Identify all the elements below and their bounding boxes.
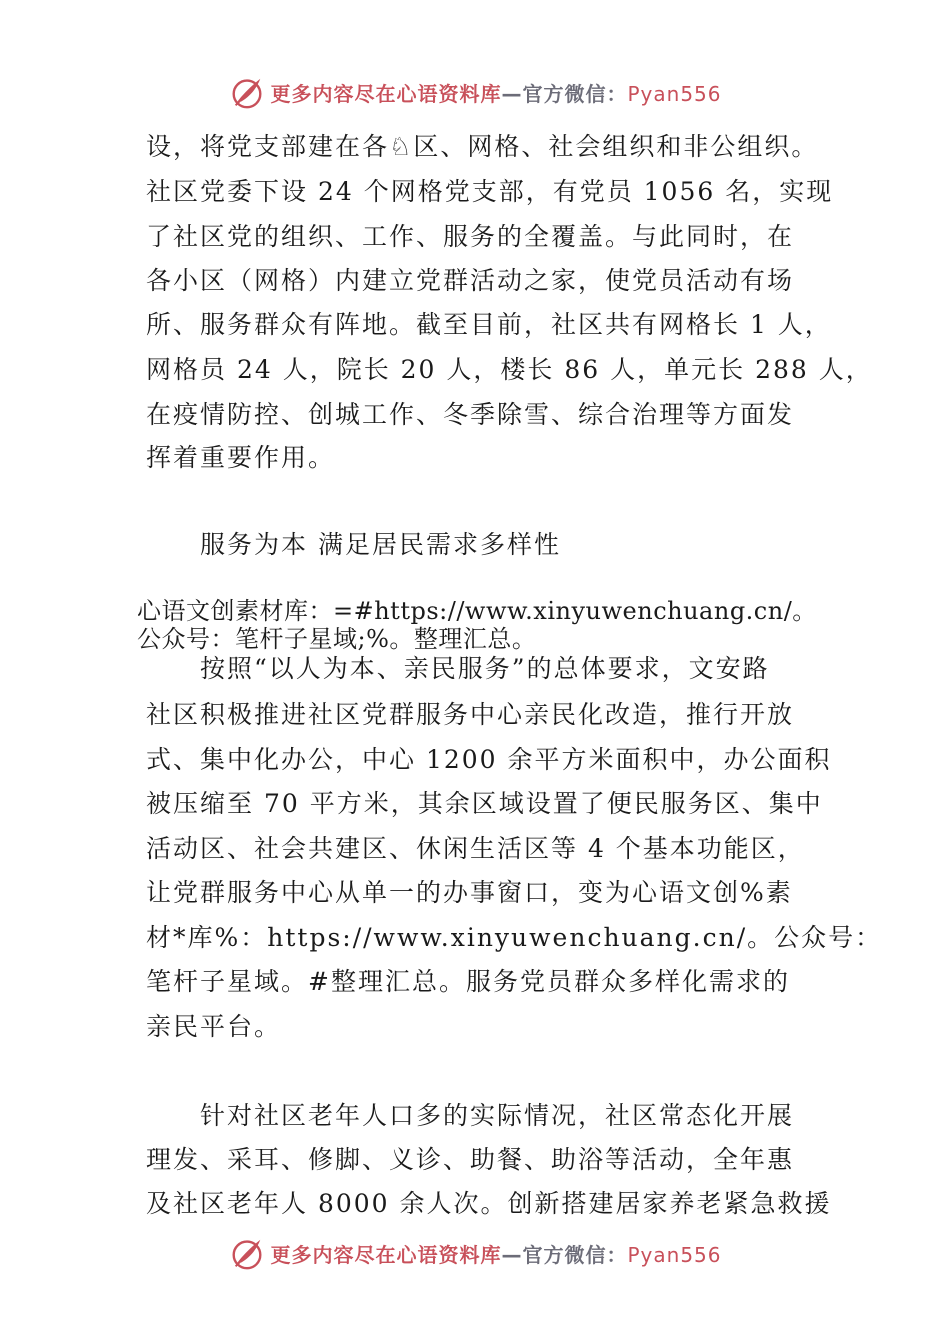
source-note-line: 心语文创素材库：=#https://www.xinyuwenchuang.cn/。 bbox=[137, 597, 817, 625]
banner-wechat-label: 官方微信： bbox=[522, 81, 628, 106]
paragraph-line: 在疫情防控、创城工作、冬季除雪、综合治理等方面发 bbox=[146, 400, 795, 429]
paragraph-line: 社区党委下设 24 个网格党支部，有党员 1056 名，实现 bbox=[146, 177, 834, 206]
paragraph-line: 及社区老年人 8000 余人次。创新搭建居家养老紧急救援 bbox=[146, 1189, 832, 1218]
banner-wechat-label: 官方微信： bbox=[522, 1242, 628, 1267]
banner-text bbox=[270, 1239, 721, 1268]
banner-brand: 更多内容尽在心语资料库 bbox=[270, 1242, 502, 1267]
paragraph-line: 设，将党支部建在各♘区、网格、社会组织和非公组织。 bbox=[146, 132, 819, 161]
paragraph-line: 理发、采耳、修脚、义诊、助餐、助浴等活动，全年惠 bbox=[146, 1145, 795, 1174]
section-heading: 服务为本 满足居民需求多样性 bbox=[200, 530, 561, 559]
quill-logo-icon bbox=[228, 1234, 266, 1272]
banner-dash: — bbox=[501, 81, 523, 106]
paragraph-line: 所、服务群众有阵地。截至目前，社区共有网格长 1 人， bbox=[146, 310, 832, 339]
paragraph-line: 网格员 24 人，院长 20 人，楼长 86 人，单元长 288 人， bbox=[146, 355, 873, 384]
paragraph-line: 针对社区老年人口多的实际情况，社区常态化开展 bbox=[200, 1101, 795, 1130]
paragraph-line: 了社区党的组织、工作、服务的全覆盖。与此同时，在 bbox=[146, 222, 795, 251]
paragraph-line: 材*库%：https://www.xinyuwenchuang.cn/。公众号： bbox=[146, 923, 883, 952]
banner-brand: 更多内容尽在心语资料库 bbox=[270, 81, 502, 106]
paragraph-line: 活动区、社会共建区、休闲生活区等 4 个基本功能区， bbox=[146, 834, 805, 863]
paragraph-line: 社区积极推进社区党群服务中心亲民化改造，推行开放 bbox=[146, 700, 795, 729]
paragraph-line: 被压缩至 70 平方米，其余区域设置了便民服务区、集中 bbox=[146, 789, 823, 818]
banner-wechat-id: Pyan556 bbox=[627, 81, 722, 106]
paragraph-line: 各小区（网格）内建立党群活动之家，使党员活动有场 bbox=[146, 266, 795, 295]
banner-wechat-id: Pyan556 bbox=[627, 1242, 722, 1267]
banner-dash: — bbox=[501, 1242, 523, 1267]
source-note-line: 公众号：笔杆子星域;%。整理汇总。 bbox=[137, 625, 537, 653]
paragraph-line: 亲民平台。 bbox=[146, 1012, 282, 1041]
paragraph-line: 式、集中化办公，中心 1200 余平方米面积中，办公面积 bbox=[146, 745, 832, 774]
paragraph-line: 按照“以人为本、亲民服务”的总体要求，文安路 bbox=[200, 654, 770, 683]
paragraph-line: 挥着重要作用。 bbox=[146, 443, 336, 472]
footer-banner bbox=[0, 1231, 950, 1275]
paragraph-line: 让党群服务中心从单一的办事窗口，变为心语文创%素 bbox=[146, 878, 793, 907]
paragraph-line: 笔杆子星域。#整理汇总。服务党员群众多样化需求的 bbox=[146, 967, 790, 996]
